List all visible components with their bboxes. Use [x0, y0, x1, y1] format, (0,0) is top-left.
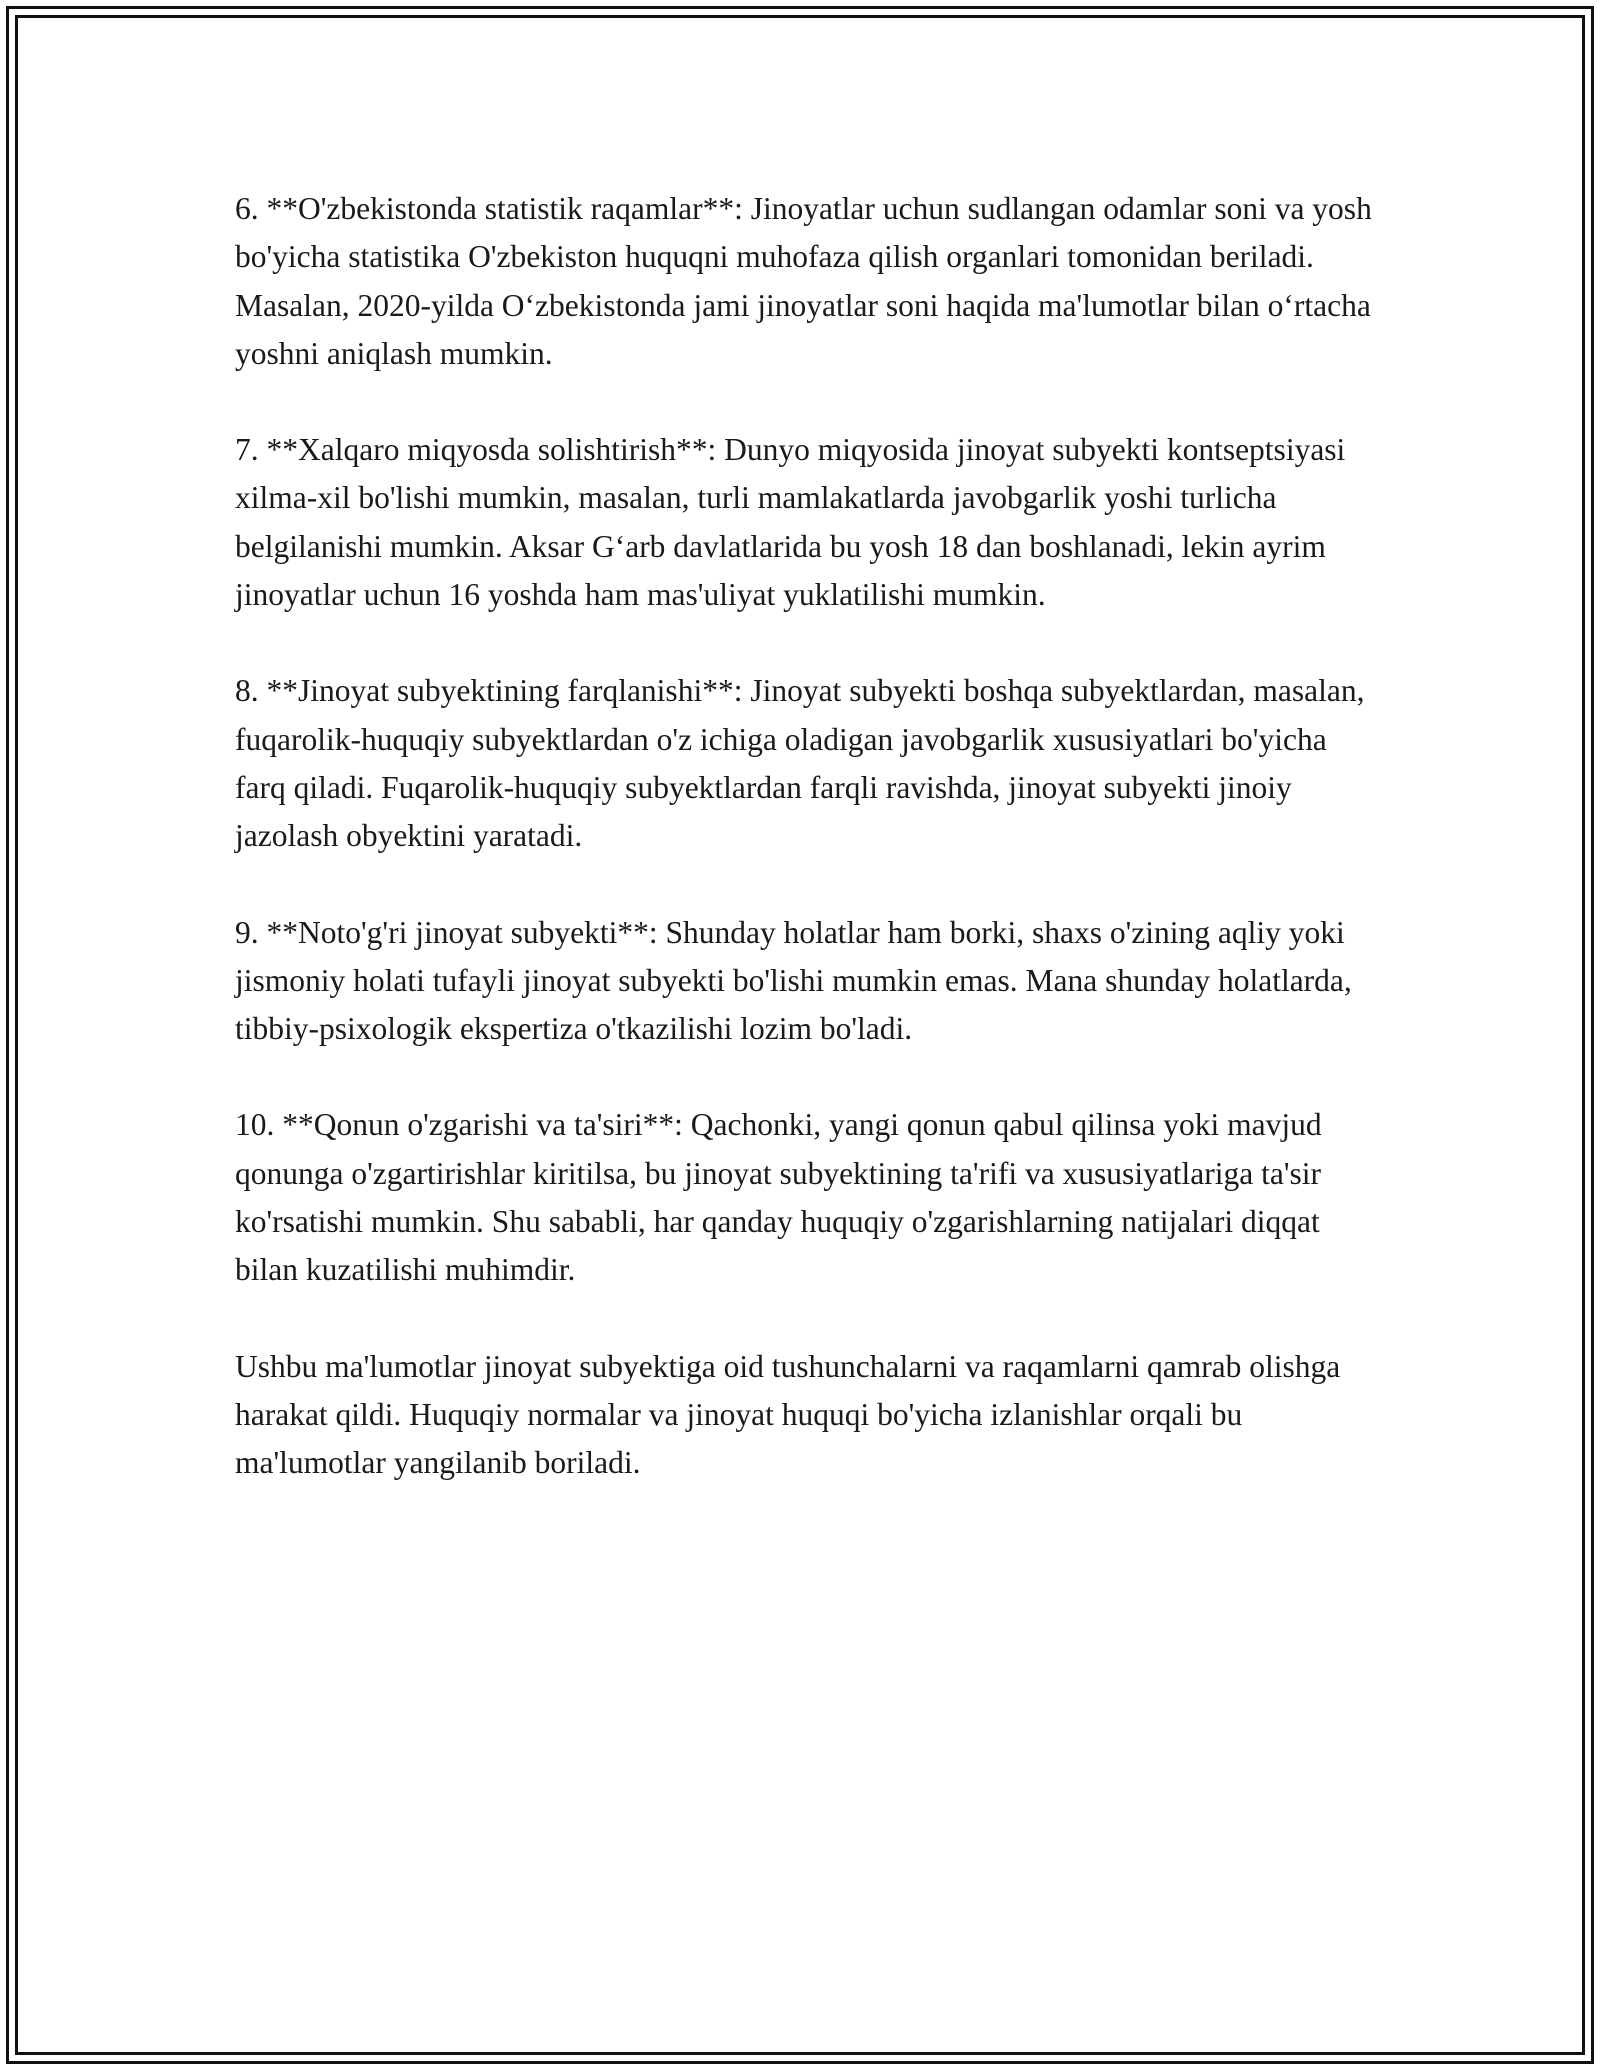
paragraph-item-10: 10. **Qonun o'zgarishi va ta'siri**: Qachonki, yangi qonun qabul qilinsa yoki mavjud qonunga o'zgartirishlar kiritilsa, bu jinoyat subyektining ta'rifi va xususiyatlariga ta'sir ko'rsatishi mumkin. Shu sababli, har qanday huquqiy o'zgarishlarning natijalari diqqat bilan kuzatilishi muhimdir.	[235, 1107, 1322, 1288]
paragraph-summary: Ushbu ma'lumotlar jinoyat subyektiga oid tushunchalarni va raqamlarni qamrab olishga harakat qildi. Huquqiy normalar va jinoyat huquqi bo'yicha izlanishlar orqali bu ma'lumotlar yangilanib boriladi.	[235, 1348, 1341, 1481]
paragraph-item-9: 9. **Noto'g'ri jinoyat subyekti**: Shunday holatlar ham borki, shaxs o'zining aqliy yoki jismoniy holati tufayli jinoyat subyekti bo'lishi mumkin emas. Mana shunday holatlarda, tibbiy-psixologik ekspertiza o'tkazilishi lozim bo'ladi.	[235, 914, 1352, 1047]
paragraph-item-7: 7. **Xalqaro miqyosda solishtirish**: Dunyo miqyosida jinoyat subyekti kontseptsiyasi xilma-xil bo'lishi mumkin, masalan, turli mamlakatlarda javobgarlik yoshi turlicha belgilanishi mumkin. Aksar G‘arb davlatlarida bu yosh 18 dan boshlanadi, lekin ayrim jinoyatlar uchun 16 yoshda ham mas'uliyat yuklatilishi mumkin.	[235, 432, 1346, 613]
document-body	[235, 185, 1375, 1536]
paragraph-item-6: 6. **O'zbekistonda statistik raqamlar**: Jinoyatlar uchun sudlangan odamlar soni va yosh bo'yicha statistika O'zbekiston huquqni muhofaza qilish organlari tomonidan beriladi. Masalan, 2020-yilda O‘zbekistonda jami jinoyatlar soni haqida ma'lumotlar bilan o‘rtacha yoshni aniqlash mumkin.	[235, 191, 1372, 371]
paragraph-item-8: 8. **Jinoyat subyektining farqlanishi**: Jinoyat subyekti boshqa subyektlardan, masalan, fuqarolik-huquqiy subyektlardan o'z ichiga oladigan javobgarlik xususiyatlari bo'yicha farq qiladi. Fuqarolik-huquqiy subyektlardan farqli ravishda, jinoyat subyekti jinoiy jazolash obyektini yaratadi.	[235, 673, 1365, 854]
